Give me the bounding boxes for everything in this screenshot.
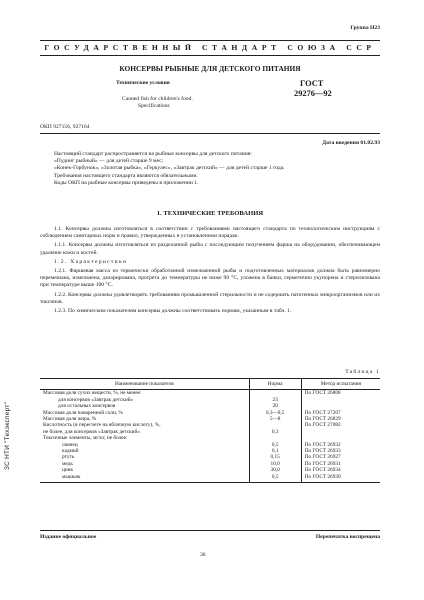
cell-norm: 10,0: [249, 461, 301, 467]
footer-rule: [40, 530, 380, 531]
gost-number: 29276—92: [294, 89, 332, 98]
table-body: [40, 390, 380, 483]
english-title-line1: Canned fish for children's food.: [122, 96, 193, 102]
clause-1-1-1: 1.1.1. Консервы должны изготовляться из разделанной рыбы с последующим получением фарша на оборудовании, обеспечивающем удаление кожи и костей.: [40, 242, 380, 256]
gost-label: ГОСТ: [300, 79, 324, 88]
clause-block: [40, 226, 380, 315]
cell-test-method: По ГОСТ 26932: [301, 442, 380, 448]
section-title: 1. ТЕХНИЧЕСКИЕ ТРЕБОВАНИЯ: [156, 210, 264, 217]
cell-indicator-name: Массовая доля поваренной соли, %: [43, 409, 123, 416]
cell-indicator-name: кадмий: [62, 448, 79, 455]
cell-test-method: По ГОСТ 27082: [301, 422, 380, 428]
clause-1-1: 1.1. Консервы должны изготовляться в соответствии с требованиями настоящего стандарта по технологическим инструкциям с соблюдением санитарных норм и правил, утвержденных в установленном порядке.: [40, 226, 380, 240]
cell-test-method: По ГОСТ 26808: [301, 390, 380, 397]
table-row: [40, 474, 380, 483]
top-rule: [40, 40, 380, 41]
intro-line: Коды ОКП на рыбные консервы приведены в приложении 1.: [54, 179, 199, 186]
cell-norm: 20: [249, 403, 301, 409]
side-watermark: ЗС НТИ "Техэксперт": [4, 401, 11, 470]
clause-1-2: 1.2. Характеристики: [54, 258, 128, 265]
cell-norm: 5—8: [249, 416, 301, 422]
intro-block: [40, 151, 380, 187]
cell-indicator-name: свинец: [62, 441, 78, 448]
column-header-norm: Норма: [249, 379, 301, 390]
cell-indicator-name: для остальных консервов: [58, 403, 116, 410]
page-number: 36: [200, 552, 206, 558]
cell-test-method: По ГОСТ 26934: [301, 467, 380, 473]
cell-norm: 0,3: [249, 429, 301, 435]
intro-line: Настоящий стандарт распространяется на рыбные консервы для детского питания:: [54, 151, 252, 157]
clause-1-2-1: 1.2.1. Фаршевая масса из термически обработанной измельченной рыбы и подготовленных материалов должна быть равномерно перемешана, измельчена, деаэрирована, прогрета до температуры не ниже 90 °С, уложена в банки, герметично укупорена и стерилизована при температуре выше 100 °С.: [40, 268, 380, 289]
title-rule: [40, 133, 380, 134]
cell-test-method: По ГОСТ 26829: [301, 416, 380, 422]
official-edition-note: Издание официальное: [40, 534, 97, 540]
cell-norm: 0,5: [249, 442, 301, 448]
cell-test-method: По ГОСТ 26930: [301, 474, 380, 483]
chemical-indicators-table: [40, 378, 380, 483]
intro-line: «Пудинг рыбный» — для детей старше 9 мес;: [54, 158, 164, 165]
cell-norm: 23: [249, 397, 301, 403]
clause-1-2-2: 1.2.2. Консервы должны удовлетворять требованиям промышленной стерильности и не содержать патогенных микроорганизмов или их токсинов.: [40, 291, 380, 305]
cell-test-method: По ГОСТ 27207: [301, 410, 380, 416]
clause-1-2-3: 1.2.3. По химическим показателям консервы должны соответствовать нормам, указанным в табл. 1.: [54, 308, 292, 315]
cell-norm: [249, 390, 301, 397]
table-caption: Таблица 1: [345, 369, 380, 375]
cell-indicator-name: Массовая доля жира, %: [43, 416, 97, 423]
document-subtitle: Технические условия: [116, 80, 170, 86]
column-header-method: Метод испытания: [301, 379, 380, 390]
cell-indicator-name: для консервов «Завтрак детский»: [58, 396, 134, 403]
reprint-prohibited-note: Перепечатка воспрещена: [315, 534, 380, 540]
cell-test-method: По ГОСТ 26931: [301, 461, 380, 467]
table-header-row: [40, 379, 380, 390]
column-header-name: Наименование показателя: [40, 379, 249, 390]
document-title: КОНСЕРВЫ РЫБНЫЕ ДЛЯ ДЕТСКОГО ПИТАНИЯ: [119, 64, 301, 73]
english-title-line2: Specifications: [138, 103, 170, 109]
cell-norm: 0,3—0,5: [249, 410, 301, 416]
cell-indicator-name: мышьяк: [40, 474, 249, 483]
cell-indicator-name: Массовая доля сухих веществ, %, не менее:: [43, 390, 142, 397]
intro-line: Требования настоящего стандарта являются обязательными.: [54, 172, 198, 179]
cell-indicator-name: цинк: [62, 467, 74, 474]
cell-indicator-name: Токсичные элементы, мг/кг, не более:: [43, 435, 128, 442]
header-rule: [40, 55, 380, 56]
cell-indicator-name: ртуть: [62, 454, 75, 461]
cell-test-method: По ГОСТ 26933: [301, 448, 380, 454]
group-code: Группа Н23: [350, 25, 380, 31]
cell-indicator-name: медь: [62, 460, 73, 467]
cell-test-method: По ГОСТ 26927: [301, 454, 380, 460]
cell-indicator-name: Кислотность (в пересчете на яблочную кислоту), %,: [43, 422, 161, 429]
cell-norm: 0,15: [249, 454, 301, 460]
cell-indicator-name: не более, для консервов «Завтрак детский»: [43, 428, 140, 435]
cell-norm: 0,5: [249, 474, 301, 483]
table-row: [40, 390, 380, 397]
introduction-date: Дата введения 01.02.93: [322, 140, 380, 146]
state-standard-heading: ГОСУДАРСТВЕННЫЙ СТАНДАРТ СОЮЗА ССР: [44, 43, 376, 52]
cell-norm: 0,1: [249, 448, 301, 454]
cell-norm: 30,0: [249, 467, 301, 473]
okp-codes: ОКП 927156, 927164: [40, 124, 90, 130]
intro-line: «Конек-Горбунок», «Золотая рыбка», «Геркулес», «Завтрак детский» — для детей старше 1 года.: [54, 165, 285, 172]
